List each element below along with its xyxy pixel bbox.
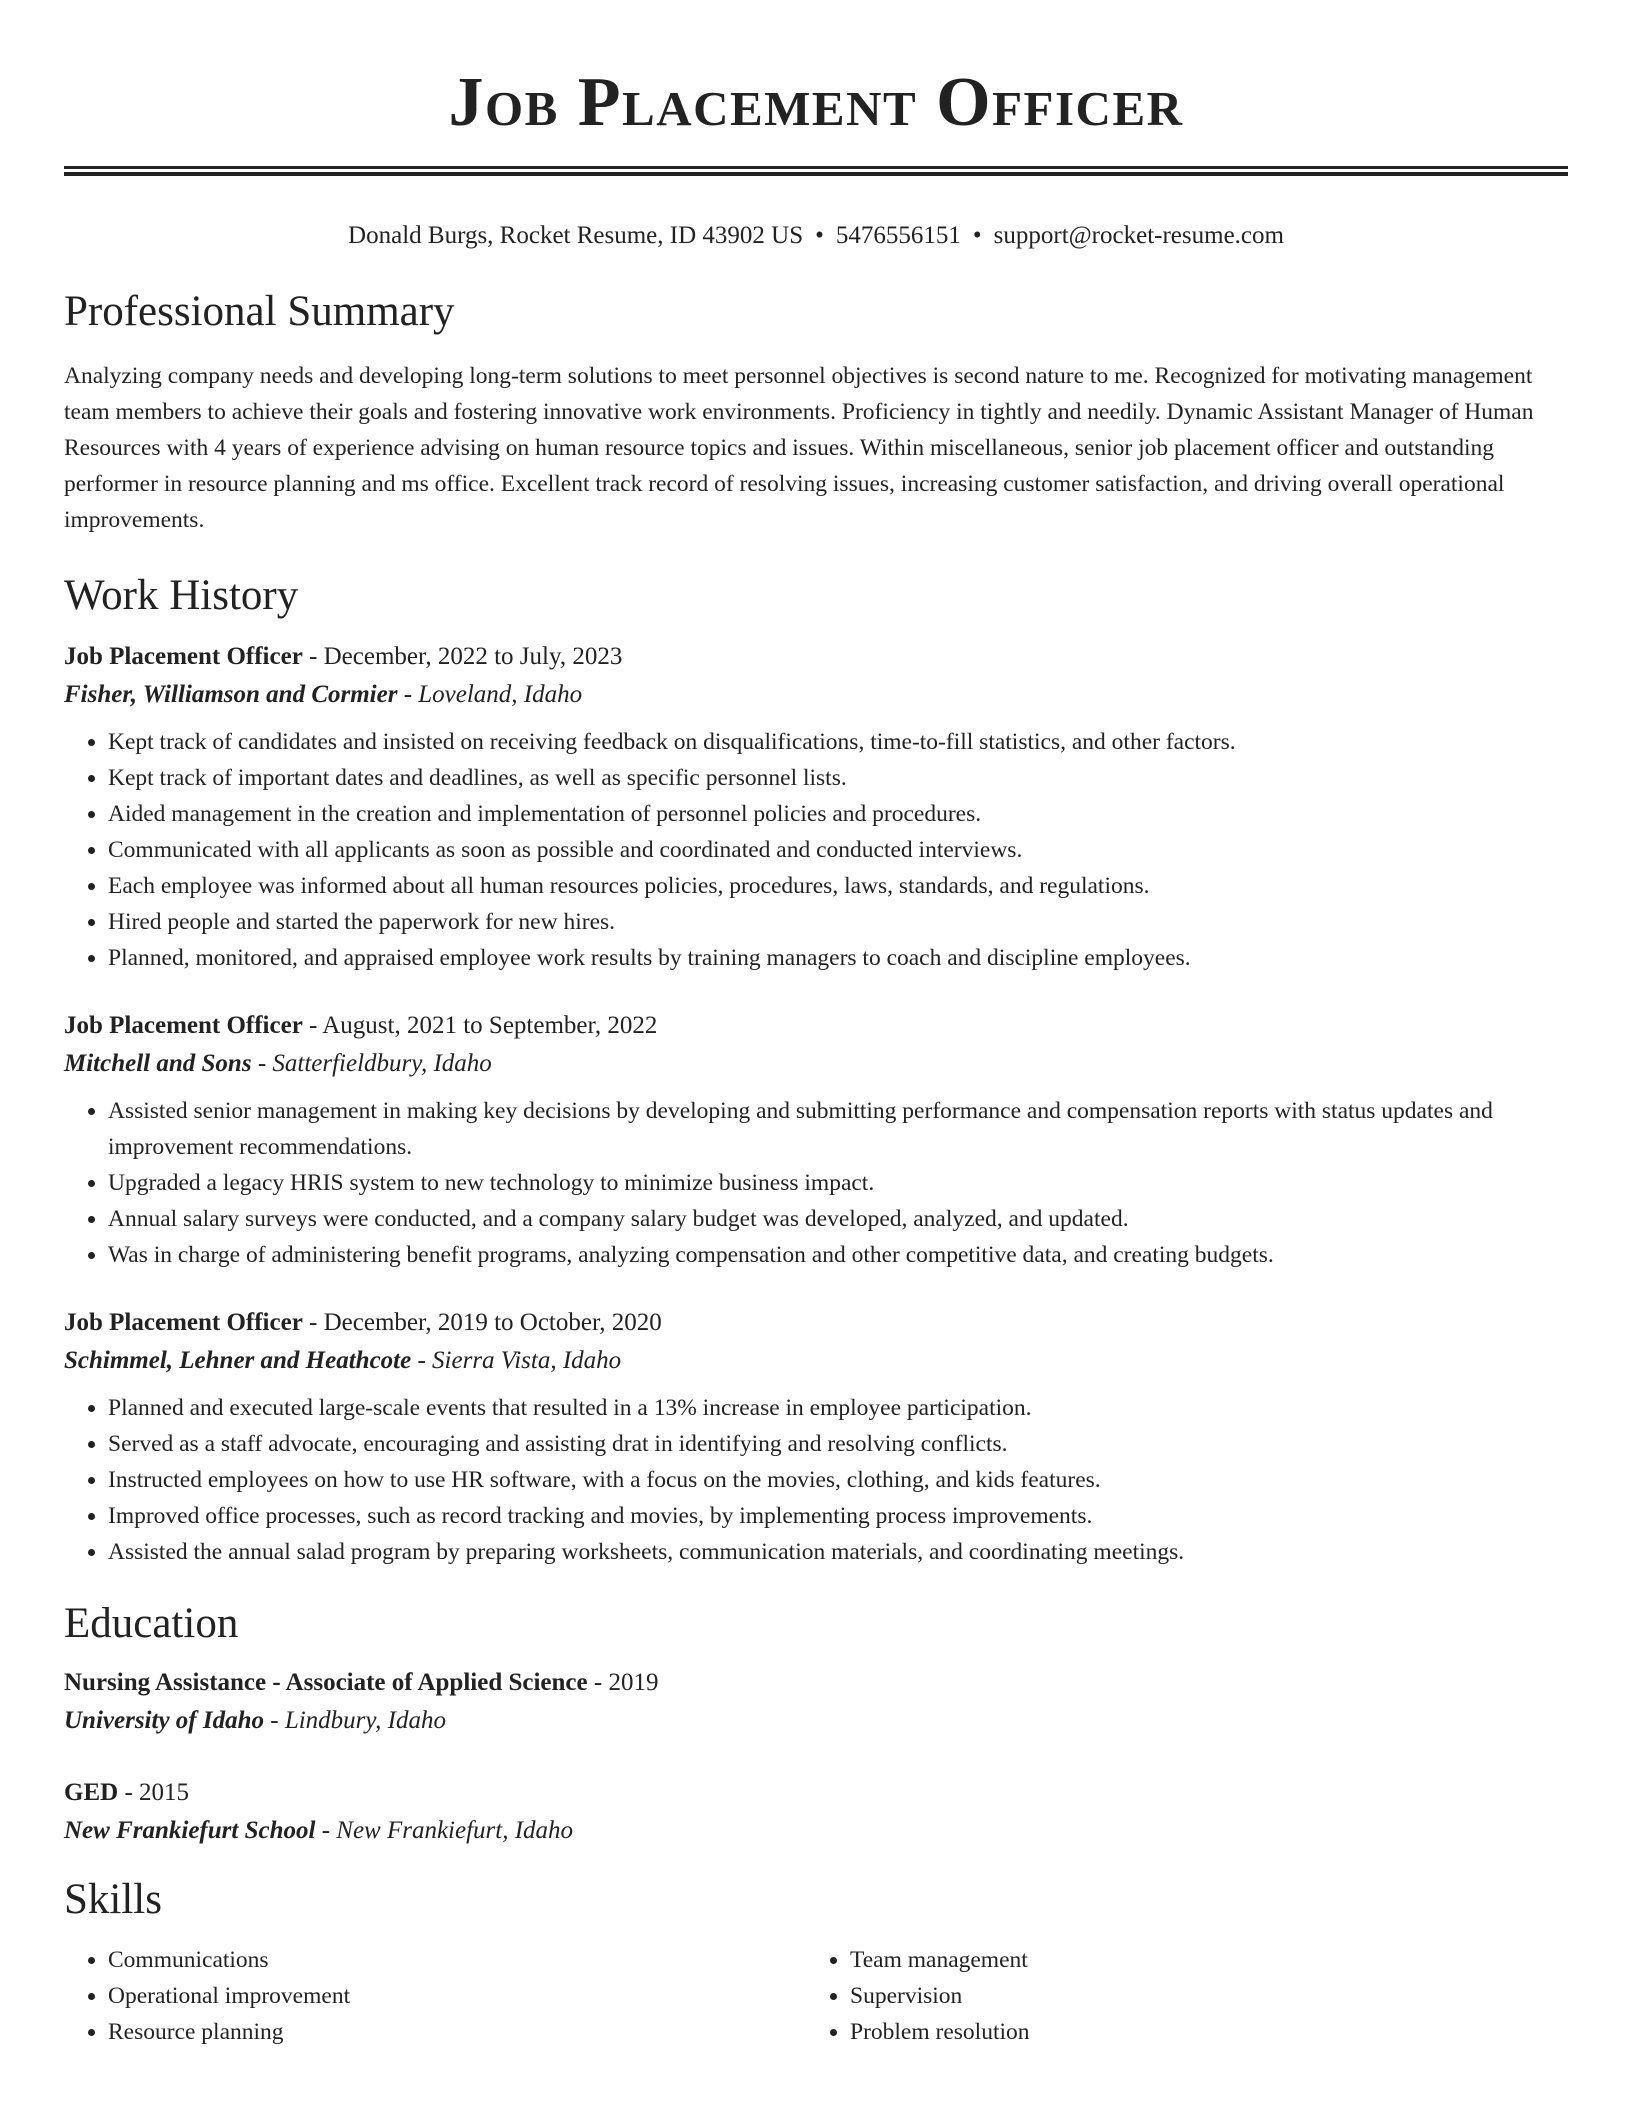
skill-item: • Communications: [108, 1942, 806, 1978]
job-entry: [64, 1007, 1568, 1273]
education-degree-line: [64, 1774, 1568, 1812]
job-bullet: • Improved office processes, such as record tracking and movies, by implementing process improvements.: [108, 1498, 1568, 1534]
contact-address: Donald Burgs, Rocket Resume, ID 43902 US: [348, 222, 804, 249]
skills-columns: [64, 1942, 1568, 2050]
job-bullets: [64, 1390, 1568, 1570]
education-degree: GED: [64, 1779, 119, 1806]
job-bullet: • Upgraded a legacy HRIS system to new technology to minimize business impact.: [108, 1165, 1568, 1201]
job-bullet: • Served as a staff advocate, encouraging and assisting drat in identifying and resolving conflicts.: [108, 1426, 1568, 1462]
job-company-line: [64, 1045, 1568, 1083]
job-bullet: • Assisted senior management in making key decisions by developing and submitting performance and compensation reports with status updates and improvement recommendations.: [108, 1093, 1568, 1165]
section-title-education: Education: [64, 1600, 239, 1647]
job-bullet: • Was in charge of administering benefit programs, analyzing compensation and other competitive data, and creating budgets.: [108, 1237, 1568, 1273]
job-role: Job Placement Officer: [64, 1012, 303, 1039]
job-dates: - August, 2021 to September, 2022: [302, 1012, 658, 1039]
job-bullet: • Communicated with all applicants as soon as possible and coordinated and conducted interviews.: [108, 832, 1568, 868]
skill-item: • Operational improvement: [108, 1978, 806, 2014]
skill-item: • Supervision: [850, 1978, 1548, 2014]
contact-separator: •: [972, 222, 982, 249]
education-location: - Lindbury, Idaho: [264, 1707, 446, 1734]
job-bullet: • Assisted the annual salad program by preparing worksheets, communication materials, and coordinating meetings.: [108, 1534, 1568, 1570]
job-location: - Sierra Vista, Idaho: [411, 1347, 622, 1374]
job-company-line: [64, 676, 1568, 714]
job-title-line: [64, 1304, 1568, 1342]
section-title-work-history: Work History: [64, 572, 299, 619]
work-history-section: [64, 568, 1568, 1570]
skills-column-right: [806, 1942, 1548, 2050]
skill-item: • Problem resolution: [850, 2014, 1548, 2050]
skill-item: • Team management: [850, 1942, 1548, 1978]
job-company-line: [64, 1342, 1568, 1380]
job-bullet: • Instructed employees on how to use HR software, with a focus on the movies, clothing, and kids features.: [108, 1462, 1568, 1498]
job-bullet: • Kept track of candidates and insisted on receiving feedback on disqualifications, time-to-fill statistics, and other factors.: [108, 724, 1568, 760]
contact-separator: •: [815, 222, 824, 249]
skills-section: [64, 1872, 1568, 2050]
job-bullet: • Each employee was informed about all human resources policies, procedures, laws, standards, and regulations.: [108, 868, 1568, 904]
education-school: New Frankiefurt School: [64, 1817, 316, 1844]
job-bullets: [64, 724, 1568, 976]
education-entry: [64, 1664, 1568, 1740]
section-title-summary: Professional Summary: [64, 288, 455, 335]
job-title-line: [64, 638, 1568, 676]
skill-item: • Resource planning: [108, 2014, 806, 2050]
contact-phone: 5476556151: [835, 222, 961, 249]
summary-text: Analyzing company needs and developing long-term solutions to meet personnel objectives is second nature to me. Recognized for motivating management team members to achieve their goals and fostering innovative work environments. Proficiency in tightly and needily. Dynamic Assistant Manager of Human Resources with 4 years of experience advising on human resource topics and issues. Within miscellaneous, senior job placement officer and outstanding performer in resource planning and ms office. Excellent track record of resolving issues, increasing customer satisfaction, and driving overall operational improvements.: [64, 363, 1534, 533]
summary-section: [64, 284, 1568, 538]
education-section: [64, 1596, 1568, 1850]
job-role: Job Placement Officer: [64, 643, 303, 670]
job-title-line: [64, 1007, 1568, 1045]
job-company: Fisher, Williamson and Cormier: [64, 681, 398, 708]
education-school-line: [64, 1702, 1568, 1740]
header-divider: [64, 166, 1568, 176]
education-degree: Nursing Assistance - Associate of Applied Science: [64, 1669, 588, 1696]
job-bullet: • Planned and executed large-scale events that resulted in a 13% increase in employee participation.: [108, 1390, 1568, 1426]
education-year: - 2015: [118, 1779, 190, 1806]
section-title-skills: Skills: [64, 1876, 162, 1923]
job-bullet: • Hired people and started the paperwork for new hires.: [108, 904, 1568, 940]
education-location: - New Frankiefurt, Idaho: [315, 1817, 574, 1844]
job-dates: - December, 2019 to October, 2020: [302, 1309, 662, 1336]
job-company: Mitchell and Sons: [64, 1050, 252, 1077]
job-location: - Satterfieldbury, Idaho: [251, 1050, 492, 1077]
education-entry: [64, 1774, 1568, 1850]
job-company: Schimmel, Lehner and Heathcote: [64, 1347, 412, 1374]
skills-column-left: [64, 1942, 806, 2050]
education-school-line: [64, 1812, 1568, 1850]
job-bullet: • Planned, monitored, and appraised employee work results by training managers to coach and discipline employees.: [108, 940, 1568, 976]
education-degree-line: [64, 1664, 1568, 1702]
job-bullet: • Aided management in the creation and implementation of personnel policies and procedures.: [108, 796, 1568, 832]
job-bullets: [64, 1093, 1568, 1273]
job-role: Job Placement Officer: [64, 1309, 303, 1336]
contact-email: support@rocket-resume.com: [993, 222, 1284, 249]
resume-name: Job Placement Officer: [448, 64, 1184, 141]
contact-line: [64, 219, 1568, 253]
education-school: University of Idaho: [64, 1707, 264, 1734]
job-location: - Loveland, Idaho: [397, 681, 583, 708]
job-bullet: • Kept track of important dates and deadlines, as well as specific personnel lists.: [108, 760, 1568, 796]
job-bullet: • Annual salary surveys were conducted, and a company salary budget was developed, analyzed, and updated.: [108, 1201, 1568, 1237]
education-year: - 2019: [587, 1669, 659, 1696]
job-dates: - December, 2022 to July, 2023: [302, 643, 623, 670]
job-entry: [64, 1304, 1568, 1570]
job-entry: [64, 638, 1568, 976]
